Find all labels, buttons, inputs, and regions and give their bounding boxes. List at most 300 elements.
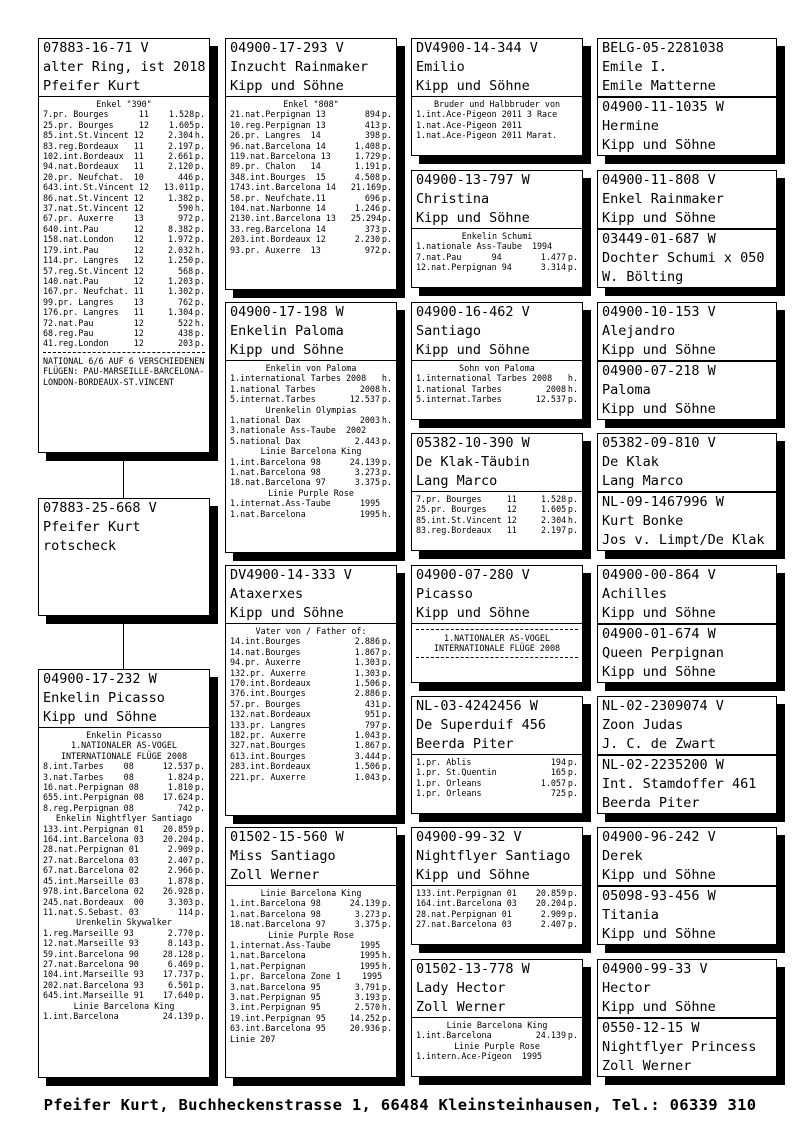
result-race: 11.nat.S.Sebast. 03 [43, 906, 139, 917]
result-count: 725 [550, 788, 566, 799]
result-unit: h. [567, 373, 578, 384]
result-count: 20.859 [162, 823, 194, 834]
result-unit: p. [381, 109, 392, 120]
result-row [43, 318, 205, 328]
result-count: 1.250 [167, 255, 194, 266]
result-count: 2.407 [540, 919, 566, 930]
breeder-name: Kipp und Söhne [230, 342, 344, 358]
result-unit: p. [194, 109, 205, 120]
result-count: 2.230 [354, 234, 380, 245]
pigeon-name: Titania [602, 907, 659, 923]
result-count: 972 [364, 244, 380, 255]
result-count: 1.382 [167, 192, 194, 203]
result-row [230, 971, 392, 981]
divider [43, 352, 205, 353]
pedigree-card-col2-b [225, 302, 397, 553]
result-count: 2008 [359, 383, 380, 394]
performance-list [226, 623, 396, 782]
breeder-name: Kipp und Söhne [43, 709, 157, 725]
result-race: 119.nat.Barcelona 13 [230, 151, 331, 162]
result-race: 348.int.Bourges 15 [230, 171, 326, 182]
result-unit: h. [381, 950, 392, 961]
result-unit [380, 498, 392, 508]
result-row [230, 699, 392, 709]
performance-list [412, 491, 582, 536]
result-row [416, 1051, 578, 1061]
connector-line [123, 616, 124, 669]
breeder-name: J. C. de Zwart [602, 736, 716, 752]
result-row [416, 778, 578, 788]
result-race: 164.int.Barcelona 03 [43, 834, 144, 845]
result-row [416, 525, 578, 535]
info-heading: Enkel "808" [283, 99, 339, 109]
result-race: 655.int.Perpignan 08 [43, 792, 144, 803]
result-race: 99.pr. Langres 13 [43, 296, 144, 307]
pedigree-card-col4-15 [597, 959, 777, 1018]
result-unit: p. [194, 255, 205, 266]
result-count: 12.537 [349, 394, 380, 405]
ring-number: 05382-09-810 V [602, 435, 716, 451]
ring-number: 07883-16-71 V [43, 40, 149, 56]
result-unit: p. [194, 969, 205, 980]
result-count: 894 [364, 109, 380, 120]
result-count: 3.375 [354, 919, 380, 930]
breeder-name: Kipp und Söhne [602, 605, 716, 621]
result-row [43, 782, 205, 792]
result-unit: p. [381, 636, 392, 647]
breeder-name: Kipp und Söhne [416, 78, 530, 94]
ring-number: 03449-01-687 W [602, 231, 716, 247]
result-race: 3.nationale Ass-Taube 2002 [230, 425, 367, 436]
result-count: 431 [364, 698, 380, 709]
result-unit: p. [194, 958, 205, 969]
result-race: 5.national Dax [230, 435, 301, 446]
result-unit [574, 130, 578, 140]
info-heading: Urenkelin Skywalker [76, 917, 172, 928]
result-race: 1.pr. Orleans [416, 788, 482, 799]
result-race: 12.nat.Marseille 93 [43, 938, 139, 949]
result-row [43, 803, 205, 813]
result-row [230, 688, 392, 698]
ring-number: 04900-17-293 V [230, 40, 344, 56]
pigeon-name: Inzucht Rainmaker [230, 59, 369, 75]
performance-list [39, 727, 209, 1021]
result-row [416, 394, 578, 404]
result-unit: p. [381, 161, 392, 172]
pigeon-name: Enkel Rainmaker [602, 191, 724, 207]
result-race: 327.nat.Bourges [230, 740, 306, 751]
result-count: 797 [364, 719, 380, 730]
result-race: 85.int.St.Vincent 12 [416, 514, 517, 525]
result-row [43, 928, 205, 938]
ring-number: NL-02-2235200 W [602, 757, 724, 773]
ring-number: NL-02-2309074 V [602, 698, 724, 714]
result-row [43, 328, 205, 338]
ring-number: 04900-17-198 W [230, 304, 344, 320]
result-count: 1.303 [354, 667, 380, 678]
result-unit: p. [381, 992, 392, 1003]
pedigree-card-col3-e [411, 565, 583, 683]
pigeon-name: Zoon Judas [602, 717, 684, 733]
result-count: 2.407 [167, 854, 193, 865]
result-count: 1.506 [354, 761, 380, 772]
info-heading: Vater von / Father of: [255, 626, 367, 636]
result-race: 19.int.Perpignan 95 [230, 1012, 326, 1023]
result-race: 376.int.Bourges [230, 688, 306, 699]
result-row [416, 384, 578, 394]
result-race: 613.int.Bourges [230, 750, 306, 761]
result-unit: h. [567, 514, 578, 525]
result-row [230, 940, 392, 950]
pigeon-name: De Klak-Täubin [416, 454, 530, 470]
result-count: 8.382 [167, 223, 194, 234]
result-row [43, 844, 205, 854]
pedigree-card-col4-4 [597, 229, 777, 288]
result-unit: h. [381, 415, 392, 426]
result-unit [387, 425, 392, 435]
info-heading: Linie Barcelona King [260, 446, 362, 457]
result-count: 3.791 [354, 981, 380, 992]
result-row [416, 120, 578, 130]
performance-list [226, 885, 396, 1044]
result-race: 1.int.Barcelona [43, 1010, 119, 1021]
result-unit: p. [381, 657, 392, 668]
result-race: 27.nat.Barcelona 03 [43, 854, 139, 865]
result-race: 5.internat.Tarbes [416, 394, 502, 405]
result-count: 2.032 [167, 244, 194, 255]
result-unit: p. [381, 688, 392, 699]
result-race: 1.international Tarbes 2008 [416, 373, 553, 384]
breeder-name: Kipp und Söhne [602, 137, 716, 153]
result-race: 645.int.Marseille 91 [43, 990, 144, 1001]
result-race: 5.internat.Tarbes [230, 394, 316, 405]
result-race: 59.int.Barcelona 90 [43, 948, 139, 959]
result-race: 102.int.Bordeaux 11 [43, 151, 144, 162]
info-heading: Linie Purple Rose [454, 1040, 540, 1051]
result-race: Linie 207 [230, 1033, 276, 1044]
result-row [43, 151, 205, 161]
result-race: 1.nat.Barcelona 98 [230, 908, 321, 919]
pedigree-card-col4-11 [597, 696, 777, 755]
result-count: 24.139 [162, 1010, 193, 1021]
result-count: 522 [178, 317, 194, 328]
result-race: 643.int.St.Vincent 12 [43, 182, 149, 193]
result-count [557, 109, 574, 119]
result-count: 24.139 [535, 1030, 566, 1041]
result-row [230, 509, 392, 519]
result-count: 3.193 [354, 992, 380, 1003]
result-row [230, 1034, 392, 1044]
result-count: 20.936 [349, 1023, 380, 1034]
pigeon-name: Emilio [416, 59, 465, 75]
info-heading: Linie Barcelona King [446, 1020, 548, 1030]
result-row [230, 203, 392, 213]
result-race: 28.nat.Perpignan 01 [43, 844, 139, 855]
result-race: 25.pr. Bourges 12 [43, 119, 149, 130]
result-row [230, 234, 392, 244]
result-unit: p. [194, 286, 205, 297]
result-unit: p. [194, 171, 205, 182]
result-race: 7.pr. Bourges 11 [43, 109, 149, 120]
result-row [230, 415, 392, 425]
result-row [43, 172, 205, 182]
result-row [416, 494, 578, 504]
result-unit: h. [194, 317, 205, 328]
result-unit: p. [194, 234, 205, 245]
result-unit: p. [381, 203, 392, 214]
pedigree-card-col4-6 [597, 361, 777, 420]
result-row [43, 772, 205, 782]
breeder-name: Kipp und Söhne [602, 342, 716, 358]
result-count: 373 [364, 223, 380, 234]
performance-list [412, 885, 582, 930]
result-count [330, 1034, 380, 1044]
result-count [366, 373, 382, 383]
pigeon-name: Ataxerxes [230, 586, 304, 602]
result-count: 3.314 [540, 262, 566, 273]
ring-number: 04900-01-674 W [602, 626, 716, 642]
result-unit: p. [194, 182, 205, 193]
result-count: 1.203 [167, 275, 194, 286]
breeder-name: Kipp und Söhne [230, 605, 344, 621]
result-count: 696 [364, 192, 380, 203]
breeder-name: Pfeifer Kurt [43, 78, 141, 94]
ring-number: 04900-07-280 V [416, 567, 530, 583]
result-unit: p. [381, 761, 392, 772]
result-race: 26.pr. Langres 14 [230, 130, 321, 141]
result-count [552, 373, 568, 383]
performance-list [226, 96, 396, 255]
result-unit: h. [381, 373, 392, 384]
result-unit: p. [567, 262, 578, 273]
result-unit: p. [567, 908, 578, 919]
breeder-name: Kipp und Söhne [416, 342, 530, 358]
result-unit [574, 109, 578, 119]
result-row [230, 668, 392, 678]
info-heading: Linie Purple Rose [268, 929, 354, 940]
result-race: 93.pr. Auxerre 13 [230, 244, 321, 255]
result-count: 446 [178, 171, 194, 182]
result-race: 57.reg.St.Vincent 12 [43, 265, 144, 276]
result-race: 58.pr. Neufchate.11 [230, 192, 326, 203]
result-unit: p. [381, 456, 392, 467]
result-row [43, 109, 205, 119]
result-unit: p. [194, 275, 205, 286]
result-row [43, 203, 205, 213]
result-race: 67.pr. Auxerre 13 [43, 213, 144, 224]
result-unit: p. [194, 265, 205, 276]
pigeon-name: Paloma [602, 382, 651, 398]
ring-number: 01502-13-778 W [416, 961, 530, 977]
result-row [230, 636, 392, 646]
breeder-name: W. Bölting [602, 269, 684, 285]
result-row [230, 898, 392, 908]
result-race: 10.reg.Perpignan 13 [230, 119, 326, 130]
result-unit: h. [381, 1002, 392, 1013]
result-count: 26.928 [162, 886, 194, 897]
result-unit: p. [381, 171, 392, 182]
result-count: 1.605 [540, 504, 567, 515]
result-count: 1.302 [167, 286, 194, 297]
result-unit [380, 1034, 392, 1044]
result-count: 1.477 [540, 251, 566, 262]
info-heading: Enkelin Picasso [86, 730, 162, 740]
pedigree-card-col4-7 [597, 433, 777, 492]
result-unit: p. [567, 525, 578, 536]
pedigree-card-col4-3 [597, 170, 777, 229]
result-unit: p. [381, 151, 392, 162]
result-row [43, 865, 205, 875]
info-heading: Bruder und Halbbruder von [433, 99, 561, 109]
result-unit: p. [381, 130, 392, 141]
result-unit: p. [194, 307, 205, 318]
result-unit: p. [381, 709, 392, 720]
result-unit: p. [567, 888, 578, 898]
result-count: 3.273 [354, 467, 380, 478]
result-count: 1995 [359, 940, 381, 951]
result-unit: p. [381, 919, 392, 930]
result-row [43, 224, 205, 234]
result-unit: p. [194, 761, 205, 772]
result-row [43, 141, 205, 151]
pedigree-card-col4-12 [597, 755, 777, 814]
pedigree-card-sire-of-sire [38, 38, 210, 453]
result-unit: p. [194, 151, 205, 162]
result-row [416, 1030, 578, 1040]
result-row [230, 161, 392, 171]
info-heading: Enkelin von Paloma [265, 363, 357, 373]
result-race: 104.int.Marseille 93 [43, 969, 144, 980]
ring-number: 04900-99-32 V [416, 829, 522, 845]
info-heading: 1.NATIONALER AS-VOGEL [71, 740, 177, 751]
result-unit: p. [194, 865, 205, 876]
result-unit: h. [194, 244, 205, 255]
result-row [43, 959, 205, 969]
result-count: 1995 [359, 508, 380, 519]
result-race: 164.int.Barcelona 03 [416, 898, 517, 909]
result-row [230, 1023, 392, 1033]
result-row [43, 855, 205, 865]
result-row [230, 141, 392, 151]
pedigree-card-dam [38, 669, 210, 1078]
result-unit: p. [194, 296, 205, 307]
ring-number: 07883-25-668 V [43, 500, 157, 516]
result-count: 3.303 [167, 896, 194, 907]
ring-number: 04900-00-864 V [602, 567, 716, 583]
result-race: 14.nat.Bourges [230, 646, 301, 657]
result-race: 1.reg.Marseille 93 [43, 927, 134, 938]
result-unit: p. [381, 981, 392, 992]
pedigree-card-col4-16 [597, 1018, 777, 1077]
result-row [230, 498, 392, 508]
result-count: 951 [364, 709, 380, 720]
result-race: 33.reg.Barcelona 14 [230, 223, 326, 234]
result-race: 104.nat.Narbonne 14 [230, 203, 326, 214]
result-row [230, 751, 392, 761]
result-count: 28.128 [162, 948, 193, 959]
result-unit: p. [381, 730, 392, 741]
result-race: 203.int.Bordeaux 12 [230, 234, 326, 245]
result-race: 68.reg.Pau 12 [43, 327, 144, 338]
result-unit: h. [194, 130, 205, 141]
result-count: 1.729 [354, 151, 381, 162]
result-row [230, 730, 392, 740]
result-race: 27.nat.Barcelona 90 [43, 958, 139, 969]
pigeon-name: alter Ring, ist 2018 [43, 59, 206, 75]
result-unit: p. [194, 192, 205, 203]
result-unit: p. [194, 140, 205, 151]
result-race: 283.int.Bordeaux [230, 761, 311, 772]
result-row [230, 224, 392, 234]
breeder-name: Zoll Werner [602, 1058, 692, 1074]
breeder-name: rotscheck [43, 538, 117, 554]
pigeon-name: Int. Stamdoffer 461 [602, 776, 757, 792]
result-unit: p. [381, 1023, 392, 1034]
result-unit: p. [194, 338, 205, 349]
result-count: 2.120 [167, 161, 194, 172]
result-count: 1.528 [168, 109, 195, 120]
result-unit: p. [194, 844, 205, 855]
result-count: 742 [177, 802, 193, 813]
pigeon-name: Nightflyer Santiago [416, 848, 571, 864]
result-unit: p. [381, 667, 392, 678]
result-race: 221.pr. Auxerre [230, 771, 306, 782]
breeder-name: Lang Marco [416, 473, 498, 489]
result-race: 8.reg.Perpignan 08 [43, 802, 134, 813]
result-unit: p. [567, 898, 578, 909]
result-race: 21.nat.Perpignan 13 [230, 109, 326, 120]
result-race: 1.nat.Ace-Pigeon 2011 [416, 119, 522, 130]
result-count: 1.528 [540, 494, 567, 504]
result-count: 20.859 [535, 888, 567, 898]
pedigree-card-col3-f [411, 696, 583, 814]
result-row [43, 949, 205, 959]
ring-number: 0550-12-15 W [602, 1020, 700, 1036]
ring-number: BELG-05-2281038 [602, 40, 724, 56]
result-race: 45.int.Marseille 03 [43, 875, 139, 886]
result-count: 1995 [359, 950, 380, 961]
result-count: 2.886 [354, 688, 380, 699]
result-row [230, 720, 392, 730]
result-count: 2.909 [540, 908, 566, 919]
pigeon-name: De Klak [602, 454, 659, 470]
ring-number: 04900-11-808 V [602, 172, 716, 188]
result-count: 1.191 [354, 161, 380, 172]
result-race: 1.national Dax [230, 415, 301, 426]
result-race: 28.nat.Perpignan 01 [416, 908, 512, 919]
result-count [522, 120, 567, 130]
result-count [366, 425, 387, 435]
result-row [416, 504, 578, 514]
result-race: 1.int.Ace-Pigeon 2011 3 Race [416, 109, 558, 120]
result-race: 1743.int.Barcelona 14 [230, 182, 336, 193]
result-count: 1995 [361, 971, 383, 982]
result-race: 1.pr. Barcelona Zone 1 [230, 971, 341, 982]
result-row [43, 276, 205, 286]
ring-number: NL-09-1467996 W [602, 494, 724, 510]
result-row [230, 1002, 392, 1012]
result-race: 1.int.Barcelona [416, 1030, 492, 1041]
ring-number: 04900-16-462 V [416, 304, 530, 320]
result-row [43, 130, 205, 140]
result-unit: p. [194, 213, 205, 224]
result-count: 1.506 [354, 678, 380, 689]
info-heading: Sohn von Paloma [459, 363, 535, 373]
result-unit: p. [194, 327, 205, 338]
result-row [230, 909, 392, 919]
result-race: 1.nat.Ace-Pigeon 2011 Marat. [416, 130, 558, 141]
result-race: 63.int.Barcelona 95 [230, 1023, 326, 1034]
